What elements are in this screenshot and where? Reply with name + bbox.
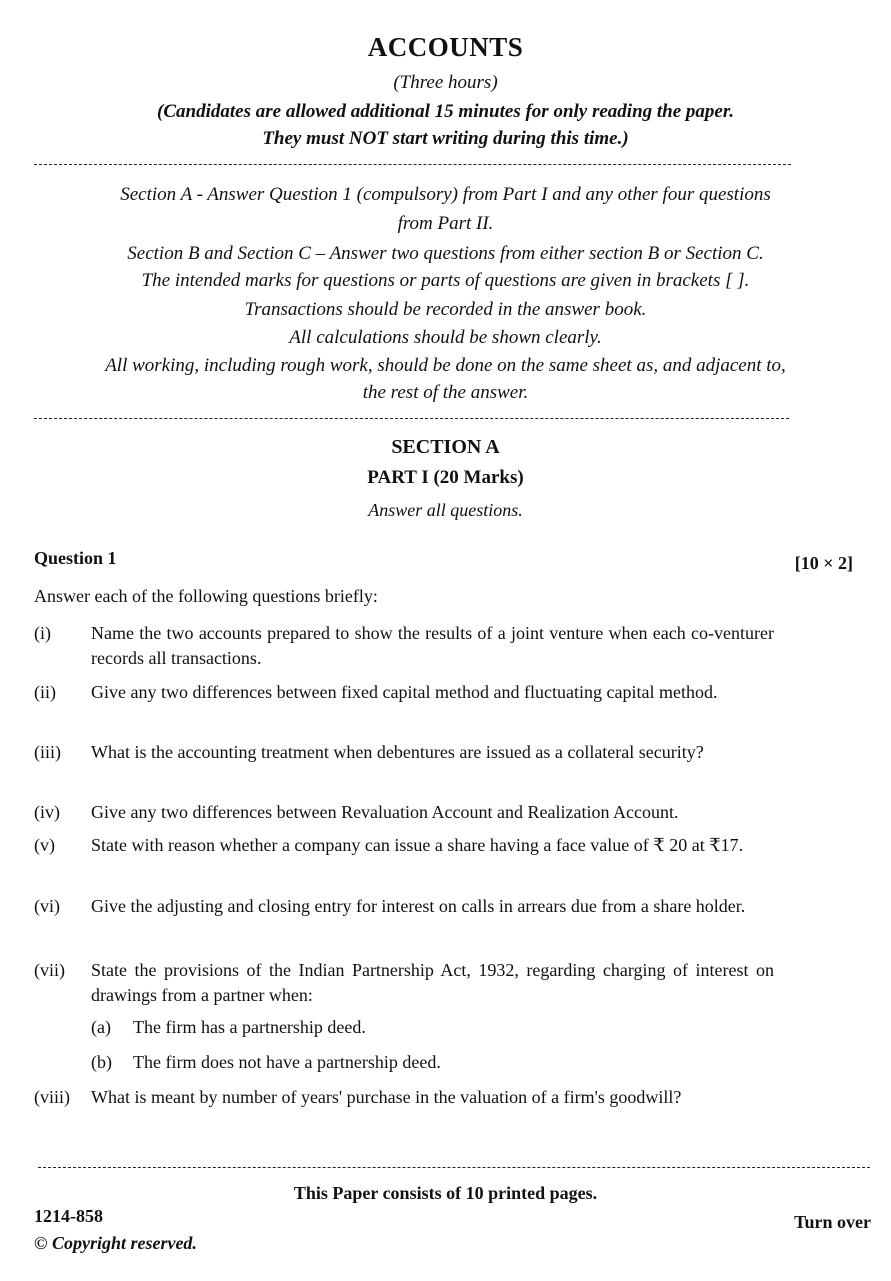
- item-number: (iv): [34, 802, 60, 822]
- sub-item-number: (a): [91, 1017, 111, 1037]
- sub-item: [91, 1052, 441, 1073]
- reading-note-line-2: They must NOT start writing during this time.): [262, 128, 629, 149]
- question-intro: Answer each of the following questions briefly:: [34, 586, 378, 606]
- item-number: (vi): [34, 896, 60, 916]
- instruction-line: Transactions should be recorded in the answer book.: [244, 299, 647, 320]
- question-marks: [10 × 2]: [794, 553, 853, 573]
- pages-note: This Paper consists of 10 printed pages.: [293, 1183, 598, 1203]
- list-item: [34, 958, 774, 1008]
- item-text: Give the adjusting and closing entry for interest on calls in arrears due from a share holder.: [91, 896, 746, 916]
- duration: (Three hours): [393, 72, 498, 93]
- item-text: State the provisions of the Indian Partnership Act, 1932, regarding charging of interest on drawings from a partner when:: [91, 960, 774, 1005]
- list-item: [34, 800, 774, 825]
- instruction-line: Section A - Answer Question 1 (compulsory) from Part I and any other four questions: [120, 184, 771, 205]
- sub-item-text: The firm has a partnership deed.: [133, 1017, 366, 1037]
- divider-top: [34, 164, 791, 165]
- list-item: [34, 680, 774, 705]
- paper-title: ACCOUNTS: [367, 32, 524, 62]
- instruction-line: the rest of the answer.: [362, 382, 529, 403]
- list-item: [34, 621, 774, 671]
- item-number: (v): [34, 835, 55, 855]
- sub-item-text: The firm does not have a partnership deed.: [133, 1052, 441, 1072]
- item-number: (iii): [34, 742, 61, 762]
- item-number: (i): [34, 623, 51, 643]
- item-text: Give any two differences between Revaluation Account and Realization Account.: [91, 802, 679, 822]
- turn-over-label: Turn over: [794, 1212, 871, 1232]
- instruction-line: All calculations should be shown clearly.: [289, 327, 602, 348]
- divider-middle: [34, 418, 789, 419]
- item-text: Name the two accounts prepared to show the results of a joint venture when each co-venturer records all transactions.: [91, 623, 774, 668]
- instruction-line: Section B and Section C – Answer two questions from either section B or Section C.: [127, 243, 764, 264]
- item-text: What is meant by number of years' purchase in the valuation of a firm's goodwill?: [91, 1087, 682, 1107]
- list-item: [34, 740, 774, 765]
- instruction-line: from Part II.: [397, 213, 494, 234]
- item-number: (viii): [34, 1087, 70, 1107]
- instruction-line: All working, including rough work, should be done on the same sheet as, and adjacent to,: [105, 355, 786, 376]
- copyright-notice: © Copyright reserved.: [34, 1233, 197, 1253]
- item-number: (vii): [34, 960, 65, 980]
- question-label: Question 1: [34, 548, 117, 568]
- item-text: State with reason whether a company can issue a share having a face value of ₹ 20 at ₹17.: [91, 835, 744, 855]
- part-title: PART I (20 Marks): [367, 467, 524, 488]
- item-text: What is the accounting treatment when debentures are issued as a collateral security?: [91, 742, 704, 762]
- sub-item: [91, 1017, 366, 1038]
- divider-footer: [38, 1167, 870, 1168]
- section-subtitle: Answer all questions.: [368, 500, 523, 520]
- paper-code: 1214-858: [34, 1206, 103, 1226]
- sub-item-number: (b): [91, 1052, 112, 1072]
- instruction-line: The intended marks for questions or parts of questions are given in brackets [ ].: [141, 270, 750, 291]
- item-number: (ii): [34, 682, 56, 702]
- list-item: [34, 894, 774, 919]
- reading-note-line-1: (Candidates are allowed additional 15 minutes for only reading the paper.: [157, 101, 734, 122]
- list-item: [34, 833, 774, 858]
- list-item: [34, 1085, 774, 1110]
- section-title: SECTION A: [391, 436, 500, 458]
- item-text: Give any two differences between fixed capital method and fluctuating capital method.: [91, 682, 718, 702]
